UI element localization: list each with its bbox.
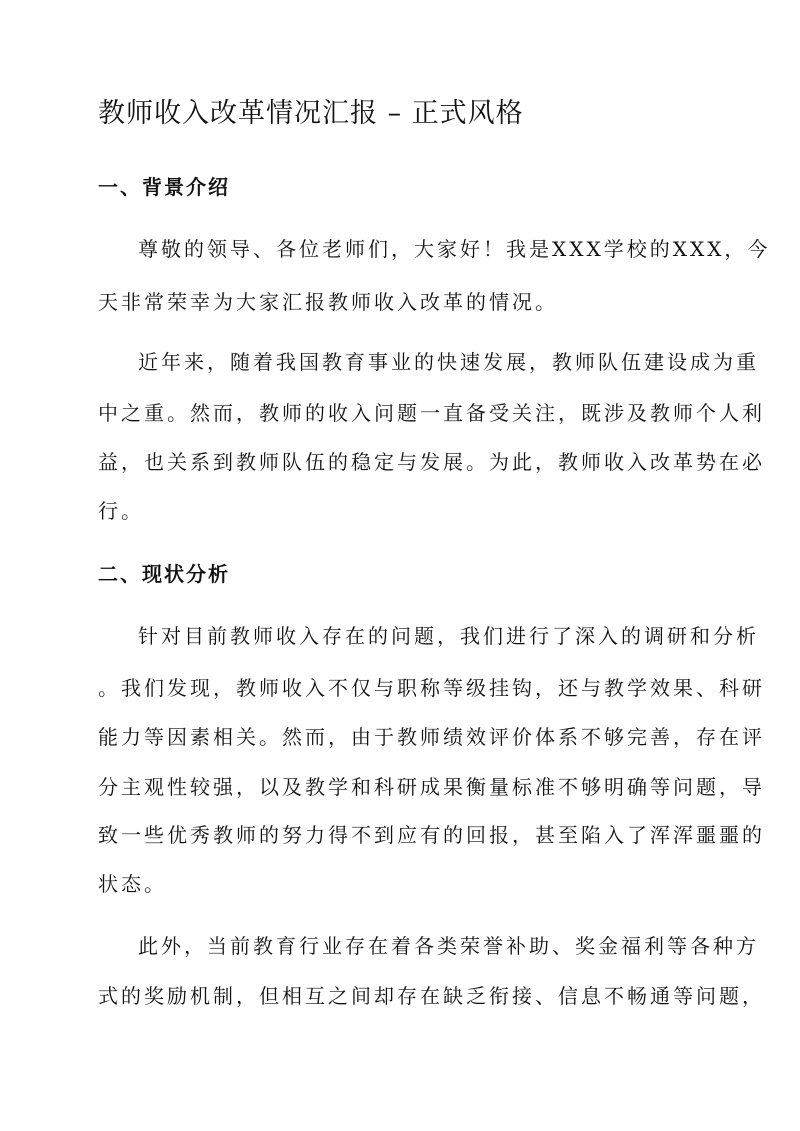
paragraph-line: 能力等因素相关。然而，由于教师绩效评价体系不够完善，存在评 [98,725,765,749]
paragraph-line: 分主观性较强，以及教学和科研成果衡量标准不够明确等问题，导 [98,775,765,799]
paragraph-line: 。我们发现，教师收入不仅与职称等级挂钩，还与教学效果、科研 [98,676,765,700]
paragraph-line: 致一些优秀教师的努力得不到应有的回报，甚至陷入了浑浑噩噩的 [98,823,765,847]
section-heading-background: 一、背景介绍 [98,175,230,199]
document-title: 教师收入改革情况汇报 – 正式风格 [98,98,524,129]
paragraph-line: 尊敬的领导、各位老师们，大家好！我是XXX学校的XXX，今 [138,237,771,261]
paragraph-line: 近年来，随着我国教育事业的快速发展，教师队伍建设成为重 [138,350,759,374]
section-heading-analysis: 二、现状分析 [98,562,230,586]
paragraph-line: 状态。 [98,872,167,896]
paragraph-line: 此外，当前教育行业存在着各类荣誉补助、奖金福利等各种方 [138,934,759,958]
paragraph-line: 针对目前教师收入存在的问题，我们进行了深入的调研和分析 [138,624,759,648]
paragraph-line: 益，也关系到教师队伍的稳定与发展。为此，教师收入改革势在必 [98,450,765,474]
paragraph-line: 行。 [98,499,144,523]
paragraph-line: 式的奖励机制，但相互之间却存在缺乏衔接、信息不畅通等问题， [98,984,765,1008]
paragraph-line: 天非常荣幸为大家汇报教师收入改革的情况。 [98,290,558,314]
paragraph-line: 中之重。然而，教师的收入问题一直备受关注，既涉及教师个人利 [98,401,765,425]
